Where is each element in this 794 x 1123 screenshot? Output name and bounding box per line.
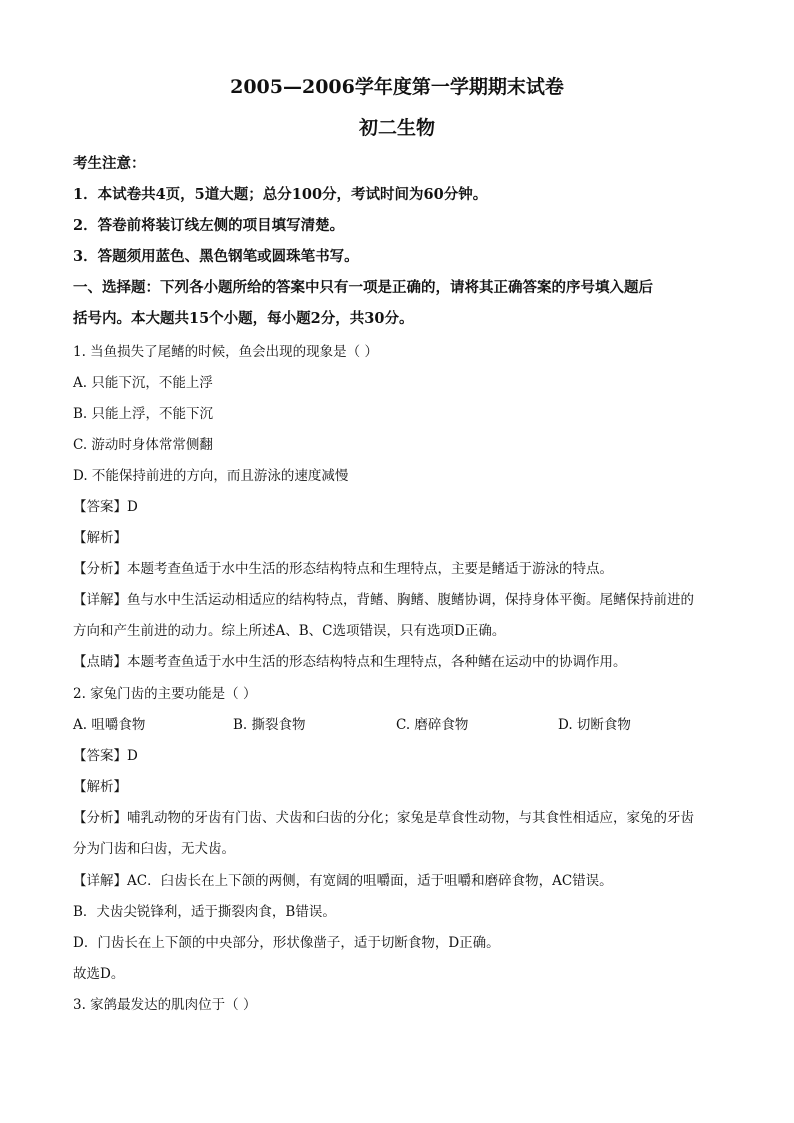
question-option: A. 咀嚼食物 [73, 717, 146, 733]
exam-subject: 初二生物 [358, 117, 435, 139]
analysis-label: 【解析】 [73, 779, 127, 795]
question-option: C. 游动时身体常常侧翻 [73, 437, 213, 453]
notice-item: 1．本试卷共4页，5道大题；总分100分，考试时间为60分钟。 [73, 186, 488, 203]
answer-label: 【答案】D [73, 499, 138, 515]
notice-item: 3．答题须用蓝色、黑色钢笔或圆珠笔书写。 [73, 248, 359, 265]
detail-text: 方向和产生前进的动力。综上所述A、B、C选项错误，只有选项D正确。 [73, 623, 506, 639]
exam-title: 2005—2006学年度第一学期期末试卷 [230, 76, 564, 98]
comment-text: 【点睛】本题考查鱼适于水中生活的形态结构特点和生理特点，各种鳍在运动中的协调作用。 [73, 654, 627, 670]
question-stem: 1. 当鱼损失了尾鳍的时候，鱼会出现的现象是（ ） [73, 344, 378, 360]
notice-heading: 考生注意： [73, 155, 146, 172]
question-option: D. 切断食物 [558, 717, 631, 733]
section-heading: 一、选择题：下列各小题所给的答案中只有一项是正确的，请将其正确答案的序号填入题后 [73, 279, 653, 296]
detail-text: 【详解】AC．臼齿长在上下颌的两侧，有宽阔的咀嚼面，适于咀嚼和磨碎食物，AC错误。 [73, 873, 613, 889]
detail-text: B．犬齿尖锐锋利，适于撕裂肉食，B错误。 [73, 904, 336, 920]
analysis-text: 【分析】哺乳动物的牙齿有门齿、犬齿和臼齿的分化；家兔是草食性动物，与其食性相适应，家兔的牙齿 [73, 810, 694, 826]
analysis-text: 分为门齿和臼齿，无犬齿。 [73, 841, 235, 857]
question-stem: 2. 家兔门齿的主要功能是（ ） [73, 686, 257, 702]
question-stem: 3. 家鸽最发达的肌肉位于（ ） [73, 997, 257, 1013]
detail-text: D．门齿长在上下颌的中央部分，形状像凿子，适于切断食物，D正确。 [73, 935, 500, 951]
analysis-text: 【分析】本题考查鱼适于水中生活的形态结构特点和生理特点，主要是鳍适于游泳的特点。 [73, 561, 613, 577]
detail-text: 【详解】鱼与水中生活运动相适应的结构特点，背鳍、胸鳍、腹鳍协调，保持身体平衡。尾鳍保持前进的 [73, 592, 694, 608]
question-option: B. 只能上浮，不能下沉 [73, 406, 214, 422]
section-heading-cont: 括号内。本大题共15个小题，每小题2分，共30分。 [73, 310, 414, 327]
question-option: C. 磨碎食物 [396, 717, 469, 733]
conclusion-text: 故选D。 [73, 966, 125, 982]
question-option: B. 撕裂食物 [233, 717, 306, 733]
answer-label: 【答案】D [73, 748, 138, 764]
question-option: A. 只能下沉，不能上浮 [73, 375, 213, 391]
question-option: D. 不能保持前进的方向，而且游泳的速度减慢 [73, 468, 349, 484]
analysis-label: 【解析】 [73, 530, 127, 546]
notice-item: 2．答卷前将装订线左侧的项目填写清楚。 [73, 217, 345, 234]
